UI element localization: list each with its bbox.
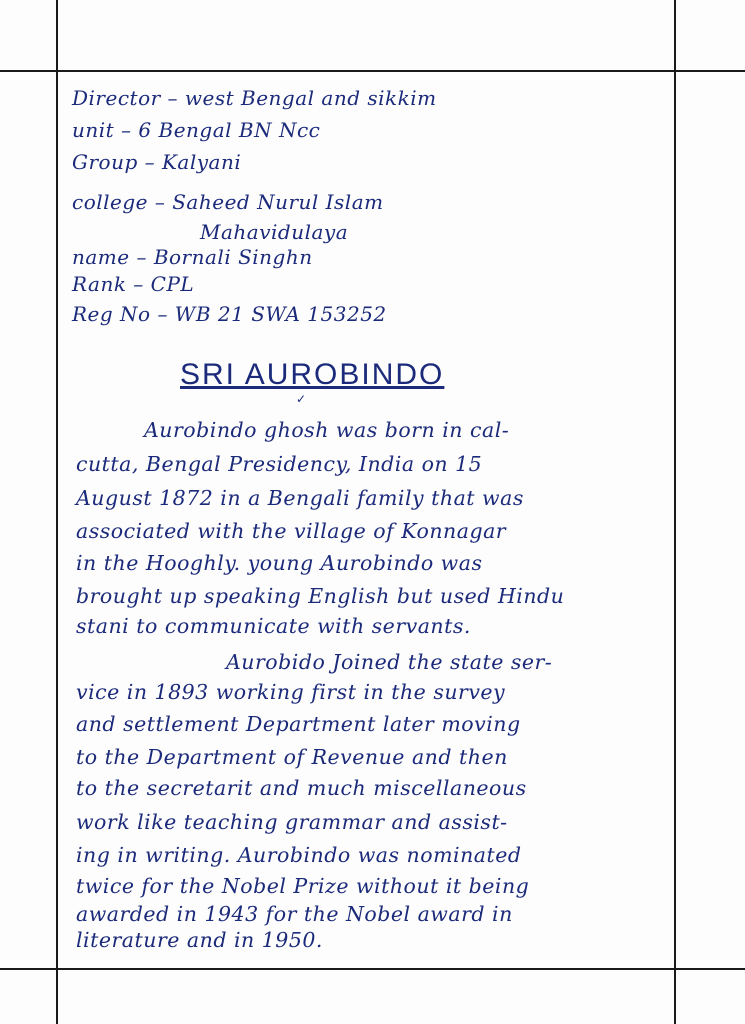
paragraph-line: in the Hooghly. young Aurobindo was [76,551,483,575]
paragraph-line: Aurobido Joined the state ser- [226,650,553,674]
paragraph-line: associated with the village of Konnagar [76,519,507,543]
paragraph-line: and settlement Department later moving [76,712,521,736]
essay-title: SRI AUROBINDO [180,358,445,391]
paragraph-line: ing in writing. Aurobindo was nominated [76,843,522,867]
top-margin-line [0,70,745,72]
college-line: college – Saheed Nurul Islam [72,190,384,214]
paragraph-line: to the Department of Revenue and then [76,745,508,769]
paragraph-line: twice for the Nobel Prize without it being [76,874,530,898]
paragraph-line: literature and in 1950. [76,928,323,952]
paragraph-line: August 1872 in a Bengali family that was [76,486,524,510]
title-tick-mark: ✓ [296,392,307,406]
unit-line: unit – 6 Bengal BN Ncc [72,118,321,142]
right-margin-line [674,0,676,1024]
paragraph-line: cutta, Bengal Presidency, India on 15 [76,452,483,476]
college-line-continued: Mahavidulaya [200,220,349,244]
paragraph-line: awarded in 1943 for the Nobel award in [76,902,513,926]
paragraph-line: work like teaching grammar and assist- [76,810,508,834]
paragraph-line: to the secretarit and much miscellaneous [76,776,527,800]
directorate-line: Director – west Bengal and sikkim [72,86,437,110]
name-line: name – Bornali Singhn [72,245,313,269]
paragraph-line: stani to communicate with servants. [76,614,471,638]
group-line: Group – Kalyani [72,150,242,174]
paragraph-line: Aurobindo ghosh was born in cal- [144,418,510,442]
rank-line: Rank – CPL [72,272,195,296]
reg-no-line: Reg No – WB 21 SWA 153252 [72,302,387,326]
paragraph-line: brought up speaking English but used Hindu [76,584,565,608]
left-margin-line [56,0,58,1024]
bottom-margin-line [0,968,745,970]
paragraph-line: vice in 1893 working first in the survey [76,680,506,704]
